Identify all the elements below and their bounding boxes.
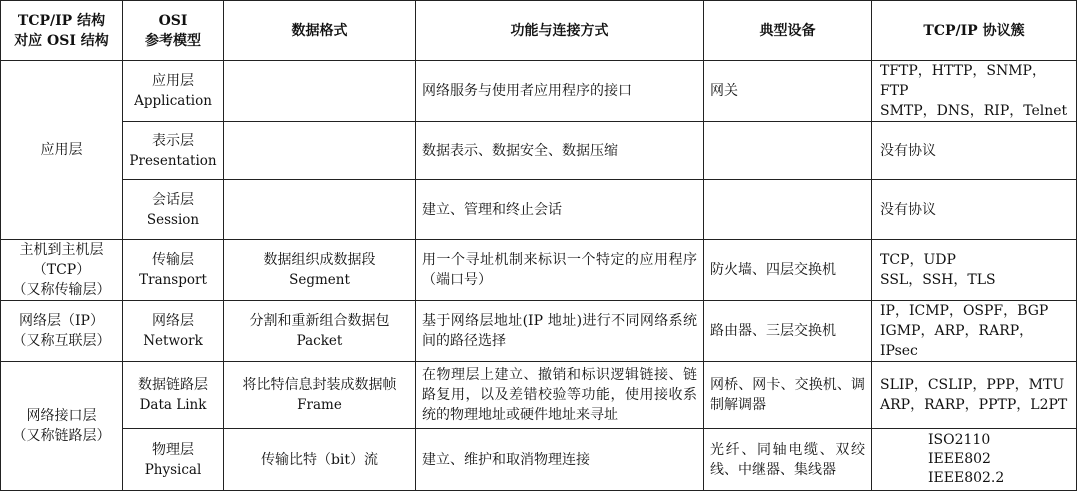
protocols-cell bbox=[872, 301, 1077, 362]
devices-cell: 路由器、三层交换机 bbox=[704, 301, 872, 362]
osi-layer-en: Application bbox=[134, 93, 212, 109]
function-cell: 在物理层上建立、撤销和标识逻辑链接、链路复用，以及差错校验等功能，使用接收系统的物理地址或硬件地址来寻址 bbox=[416, 362, 704, 429]
group-host-line2: （TCP） bbox=[32, 262, 91, 278]
osi-layer-cn: 会话层 bbox=[152, 191, 194, 208]
protocols-cell: 没有协议 bbox=[872, 122, 1077, 180]
header-function: 功能与连接方式 bbox=[416, 1, 704, 61]
group-internet-line1: 网络层（IP） bbox=[19, 313, 104, 329]
table-row-application bbox=[1, 61, 1077, 122]
function-cell: 用一个寻址机制来标识一个特定的应用程序（端口号） bbox=[416, 240, 704, 301]
osi-layer-en: Physical bbox=[144, 461, 202, 478]
osi-layer-cell bbox=[123, 301, 224, 362]
osi-layer-cn: 数据链路层 bbox=[138, 377, 208, 393]
function-cell: 建立、管理和终止会话 bbox=[416, 180, 704, 240]
group-host-line1: 主机到主机层 bbox=[19, 242, 104, 258]
group-netif-line2: （又称链路层） bbox=[12, 428, 111, 444]
osi-layer-cell bbox=[123, 362, 224, 429]
osi-layer-cell bbox=[123, 429, 224, 491]
osi-layer-cn: 传输层 bbox=[152, 252, 194, 268]
protocols-cell bbox=[872, 362, 1077, 429]
osi-layer-cell bbox=[123, 122, 224, 180]
group-application: 应用层 bbox=[1, 61, 123, 240]
function-cell: 基于网络层地址(IP 地址)进行不同网络系统间的路径选择 bbox=[416, 301, 704, 362]
header-data-format: 数据格式 bbox=[224, 1, 416, 61]
osi-layer-cell bbox=[123, 61, 224, 122]
data-format-cell bbox=[224, 122, 416, 180]
osi-layer-cn: 网络层 bbox=[152, 313, 194, 329]
osi-layer-en: Transport bbox=[139, 272, 207, 288]
group-network-interface bbox=[1, 362, 123, 491]
function-cell: 网络服务与使用者应用程序的接口 bbox=[416, 61, 704, 122]
protocols-line: TFTP，HTTP，SNMP，FTP bbox=[880, 63, 1046, 99]
header-protocols: TCP/IP 协议簇 bbox=[872, 1, 1077, 61]
osi-layer-cn: 表示层 bbox=[152, 132, 194, 149]
osi-layer-cn: 物理层 bbox=[152, 441, 194, 458]
protocols-cell bbox=[872, 429, 1077, 491]
group-internet bbox=[1, 301, 123, 362]
header-row bbox=[1, 1, 1077, 61]
group-internet-line2: （又称互联层） bbox=[12, 333, 111, 349]
protocols-line: SLIP，CSLIP，PPP，MTU bbox=[880, 377, 1065, 393]
protocols-line: IEEE802 bbox=[928, 451, 991, 467]
data-format-cell: 传输比特（bit）流 bbox=[224, 429, 416, 491]
protocols-line: IEEE802.2 bbox=[928, 470, 1005, 486]
header-tcpip-structure-line1: TCP/IP 结构 bbox=[17, 12, 106, 29]
data-format-en: Segment bbox=[289, 272, 350, 288]
data-format-cell bbox=[224, 61, 416, 122]
function-cell: 数据表示、数据安全、数据压缩 bbox=[416, 122, 704, 180]
protocols-line: IP，ICMP，OSPF，BGP bbox=[880, 303, 1049, 319]
devices-cell: 网关 bbox=[704, 61, 872, 122]
protocols-line: ARP，RARP，PPTP，L2PT bbox=[880, 397, 1068, 413]
osi-layer-en: Presentation bbox=[129, 152, 217, 169]
osi-layer-en: Network bbox=[143, 333, 203, 349]
data-format-cell bbox=[224, 180, 416, 240]
osi-layer-cn: 应用层 bbox=[152, 73, 194, 89]
osi-layer-cell bbox=[123, 240, 224, 301]
table-row-session bbox=[1, 180, 1077, 240]
protocols-cell: 没有协议 bbox=[872, 180, 1077, 240]
data-format-cell bbox=[224, 301, 416, 362]
header-osi-line1: OSI bbox=[158, 12, 188, 29]
table-row-network bbox=[1, 301, 1077, 362]
devices-cell: 网桥、网卡、交换机、调制解调器 bbox=[704, 362, 872, 429]
data-format-cn: 数据组织成数据段 bbox=[263, 252, 376, 268]
data-format-cn: 分割和重新组合数据包 bbox=[249, 313, 390, 329]
protocols-line: IGMP，ARP，RARP，IPsec bbox=[880, 323, 1034, 359]
devices-cell bbox=[704, 122, 872, 180]
table-row-data-link bbox=[1, 362, 1077, 429]
header-osi-model bbox=[123, 1, 224, 61]
group-host-line3: （又称传输层） bbox=[12, 282, 111, 298]
devices-cell bbox=[704, 180, 872, 240]
group-netif-line1: 网络接口层 bbox=[26, 408, 97, 424]
data-format-cell bbox=[224, 362, 416, 429]
protocols-line: TCP，UDP bbox=[880, 252, 956, 268]
data-format-en: Packet bbox=[296, 333, 343, 349]
data-format-cn: 将比特信息封装成数据帧 bbox=[242, 377, 397, 393]
protocols-line: SSL，SSH，TLS bbox=[880, 272, 996, 288]
protocols-cell bbox=[872, 61, 1077, 122]
header-tcpip-structure-line2: 对应 OSI 结构 bbox=[14, 32, 109, 49]
devices-cell: 防火墙、四层交换机 bbox=[704, 240, 872, 301]
data-format-cell bbox=[224, 240, 416, 301]
protocols-line: ISO2110 bbox=[928, 432, 991, 448]
table-row-transport bbox=[1, 240, 1077, 301]
function-cell: 建立、维护和取消物理连接 bbox=[416, 429, 704, 491]
osi-layer-en: Data Link bbox=[139, 397, 207, 413]
protocols-line: SMTP，DNS，RIP，Telnet bbox=[880, 103, 1068, 119]
header-devices: 典型设备 bbox=[704, 1, 872, 61]
devices-cell: 光纤、同轴电缆、双绞线、中继器、集线器 bbox=[704, 429, 872, 491]
osi-layer-en: Session bbox=[146, 211, 200, 228]
table-row-physical bbox=[1, 429, 1077, 491]
header-tcpip-structure bbox=[1, 1, 123, 61]
group-host-to-host bbox=[1, 240, 123, 301]
data-format-en: Frame bbox=[297, 397, 342, 413]
protocols-cell bbox=[872, 240, 1077, 301]
table-row-presentation bbox=[1, 122, 1077, 180]
header-osi-line2: 参考模型 bbox=[145, 32, 201, 49]
osi-layer-cell bbox=[123, 180, 224, 240]
